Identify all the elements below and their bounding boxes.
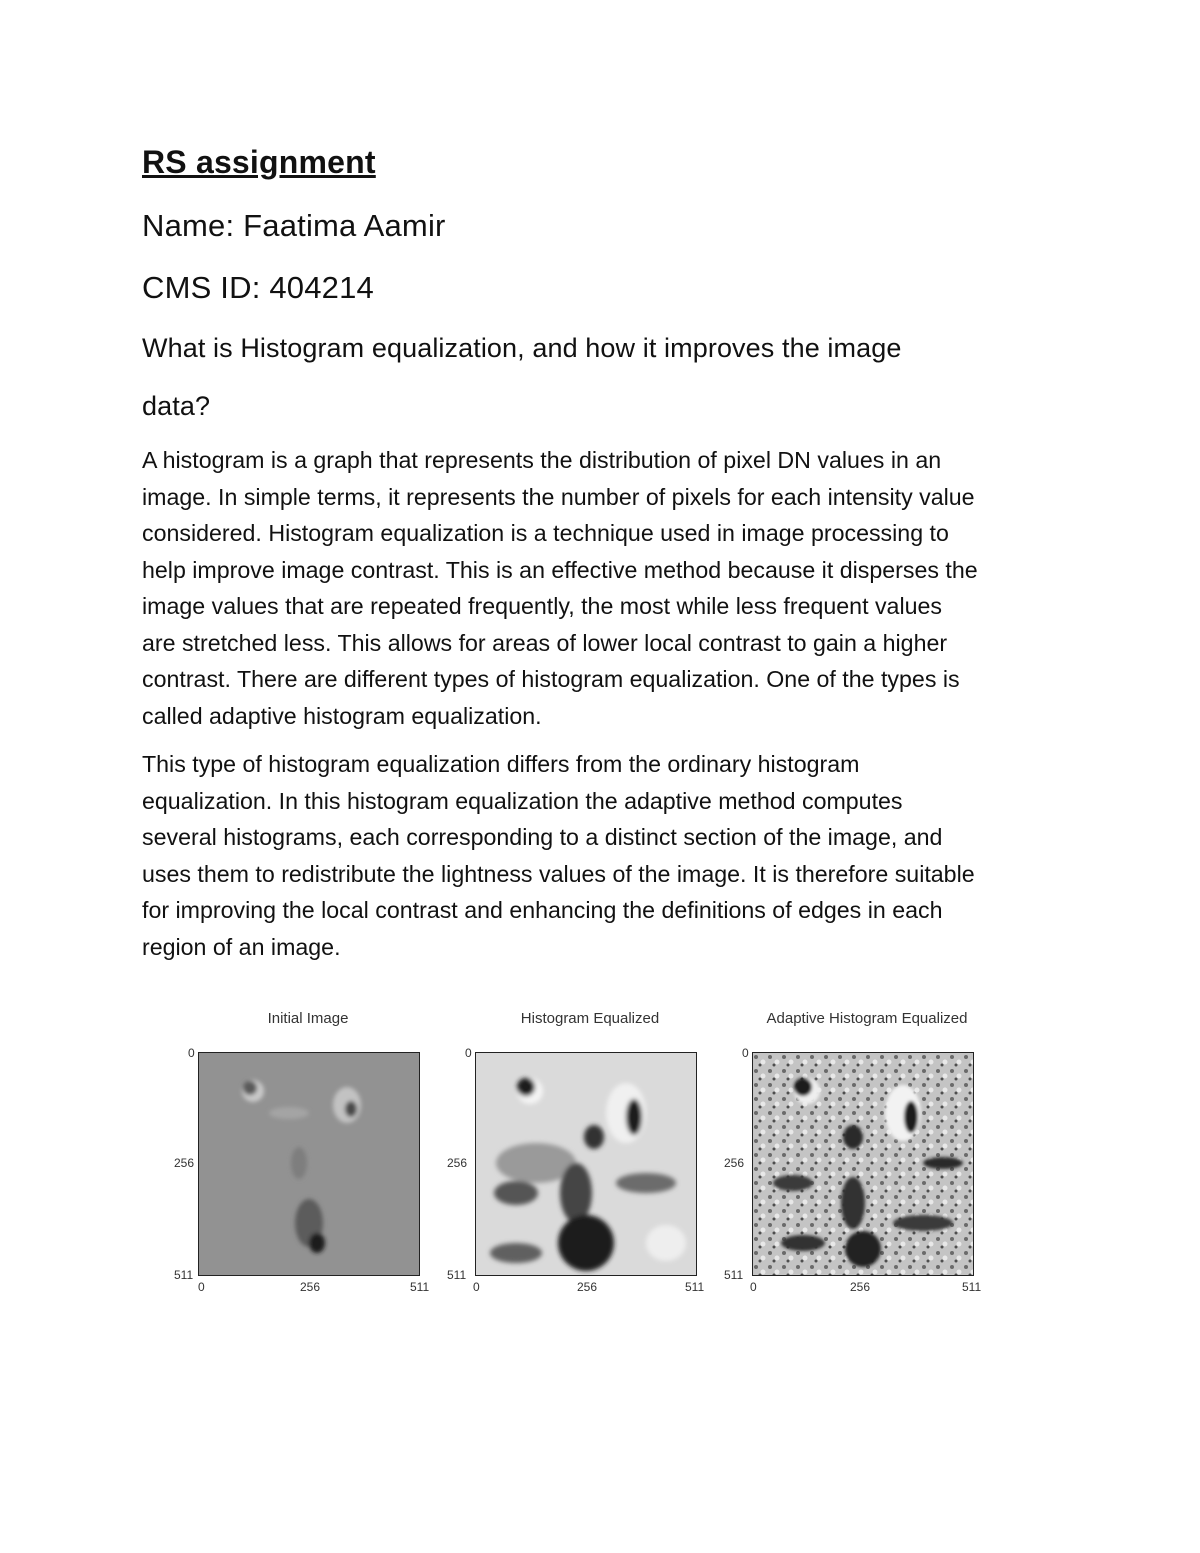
paragraph-line: are stretched less. This allows for areas of lower local contrast to gain a higher: [142, 629, 948, 656]
paragraph-line: called adaptive histogram equalization.: [142, 702, 542, 729]
paragraph-line: This type of histogram equalization differs from the ordinary histogram: [142, 751, 860, 777]
x-tick: 511: [962, 1280, 982, 1294]
x-tick: 511: [685, 1280, 705, 1294]
moon-surface-image: [752, 1052, 974, 1276]
paragraph-line: image. In simple terms, it represents the number of pixels for each intensity value: [142, 483, 975, 510]
figure-adaptive-histogram-equalized: [714, 1010, 1014, 1310]
paragraph-line: help improve image contrast. This is an effective method because it disperses the: [142, 556, 978, 583]
paragraph-line: for improving the local contrast and enhancing the definitions of edges in each: [142, 897, 943, 923]
moon-surface-image: [198, 1052, 420, 1276]
x-tick: 0: [198, 1280, 205, 1294]
x-tick: 256: [850, 1280, 871, 1294]
figure-initial-image: [160, 1010, 460, 1310]
figure-title: Initial Image: [267, 1010, 349, 1027]
paragraph-line: A histogram is a graph that represents the distribution of pixel DN values in an: [142, 447, 942, 473]
y-tick: 511: [174, 1268, 194, 1282]
paragraph-line: uses them to redistribute the lightness values of the image. It is therefore suitable: [142, 860, 975, 887]
paragraph-line: several histograms, each corresponding to a distinct section of the image, and: [142, 824, 943, 850]
paragraph-line: region of an image.: [142, 933, 341, 960]
figure-title: Adaptive Histogram Equalized: [766, 1010, 968, 1027]
x-tick: 511: [410, 1280, 430, 1294]
x-tick: 0: [473, 1280, 480, 1294]
y-tick: 256: [174, 1156, 195, 1170]
x-tick: 256: [577, 1280, 598, 1294]
x-tick: 0: [750, 1280, 757, 1294]
cms-id: CMS ID: 404214: [142, 270, 374, 305]
question-line-2: data?: [142, 391, 211, 421]
y-tick: 511: [724, 1268, 744, 1282]
question-line-1: What is Histogram equalization, and how it improves the image: [142, 333, 902, 363]
figure-title: Histogram Equalized: [520, 1010, 660, 1027]
paragraph-1: [142, 442, 1072, 734]
paragraph-line: contrast. There are different types of histogram equalization. One of the types is: [142, 666, 960, 692]
y-tick: 0: [188, 1046, 195, 1060]
student-name: Name: Faatima Aamir: [142, 208, 446, 243]
y-tick: 256: [724, 1156, 745, 1170]
y-tick: 0: [742, 1046, 749, 1060]
y-tick: 256: [447, 1156, 468, 1170]
x-tick: 256: [300, 1280, 321, 1294]
document-title: RS assignment: [142, 144, 376, 180]
y-tick: 511: [447, 1268, 467, 1282]
y-tick: 0: [465, 1046, 472, 1060]
figure-histogram-equalized: [437, 1010, 737, 1310]
paragraph-line: image values that are repeated frequently, the most while less frequent values: [142, 593, 942, 619]
paragraph-2: [142, 746, 1072, 965]
paragraph-line: considered. Histogram equalization is a technique used in image processing to: [142, 520, 949, 546]
moon-surface-image: [475, 1052, 697, 1276]
paragraph-line: equalization. In this histogram equalization the adaptive method computes: [142, 787, 903, 814]
